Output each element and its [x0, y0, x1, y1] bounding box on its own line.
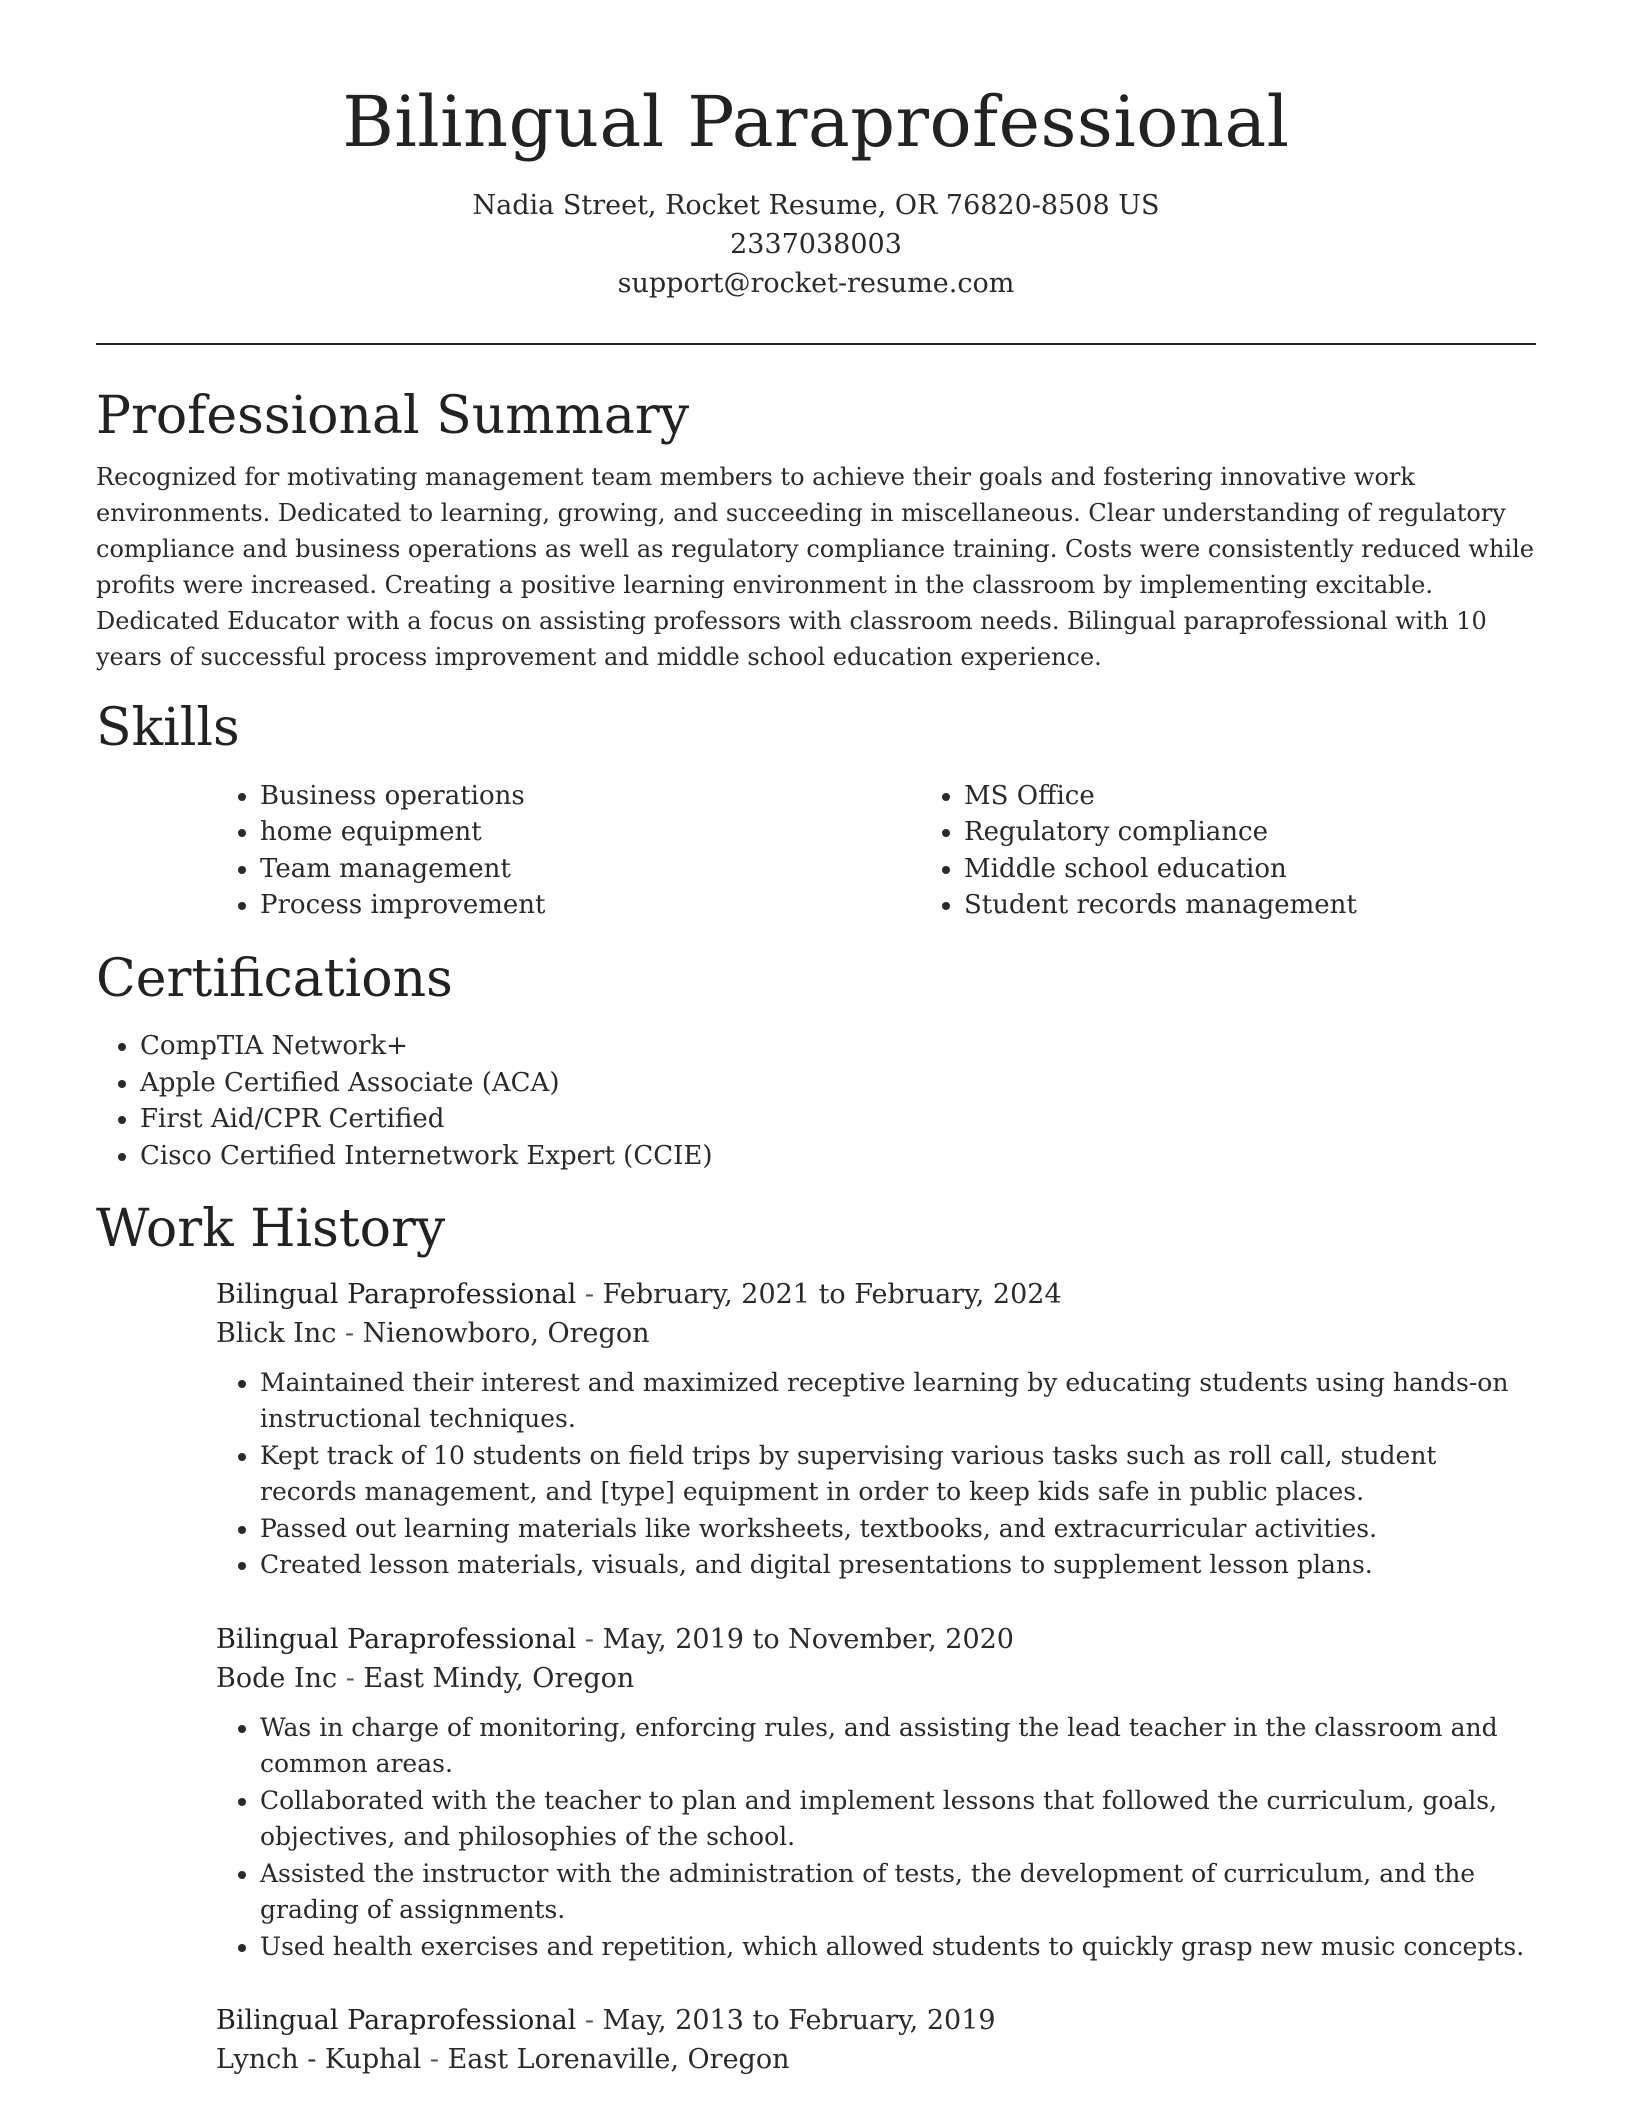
job-entry: [216, 1620, 1536, 1966]
job-bullet: • Kept track of 10 students on field trips by supervising various tasks such as roll call, student records management, and [type] equipment in order to keep kids safe in public places.: [260, 1438, 1536, 1511]
certification-item: • CompTIA Network+: [140, 1028, 1536, 1065]
job-bullet: • Was in charge of monitoring, enforcing rules, and assisting the lead teacher in the classroom and common areas.: [260, 1710, 1536, 1783]
certifications-section: [96, 948, 1536, 1174]
separator: -: [576, 1623, 603, 1655]
job-dates: February, 2021 to February, 2024: [602, 1278, 1062, 1310]
job-bullets: [216, 1365, 1536, 1584]
job-title-line: [216, 1620, 1536, 1659]
summary-title: Professional Summary: [96, 386, 690, 446]
phone-line: 2337038003: [730, 229, 902, 260]
job-title-line: [216, 1275, 1536, 1314]
separator: -: [421, 2044, 448, 2076]
skills-list-right: [920, 778, 1624, 924]
email-line: support@rocket-resume.com: [617, 268, 1015, 299]
job-entry: [216, 2001, 1536, 2079]
job-bullet: • Used health exercises and repetition, which allowed students to quickly grasp new music concepts.: [260, 1929, 1536, 1966]
job-title: Bilingual Paraprofessional: [216, 1278, 577, 1310]
skill-item: • Process improvement: [260, 887, 920, 924]
certification-item: • Apple Certified Associate (ACA): [140, 1065, 1536, 1102]
certifications-list: [96, 1028, 1536, 1174]
job-dates: May, 2019 to November, 2020: [602, 1623, 1014, 1655]
job-bullet: • Assisted the instructor with the administration of tests, the development of curriculum, and the grading of assignments.: [260, 1856, 1536, 1929]
summary-text: Recognized for motivating management team members to achieve their goals and fostering innovative work environments. Dedicated to learning, growing, and succeeding in miscellaneous. Clear understanding of regulatory compliance and business operations as well as regulatory compliance training. Costs were consistently reduced while profits were increased. Creating a positive learning environment in the classroom by implementing excitable. Dedicated Educator with a focus on assisting professors with classroom needs. Bilingual paraprofessional with 10 years of successful process improvement and middle school education experience.: [96, 463, 1534, 672]
skill-item: • Student records management: [964, 887, 1624, 924]
job-bullets: [216, 1710, 1536, 1966]
candidate-name: Bilingual Paraprofessional: [342, 81, 1290, 163]
work-history-title: Work History: [96, 1199, 446, 1260]
certification-item: • First Aid/CPR Certified: [140, 1101, 1536, 1138]
company-line: [216, 2040, 1536, 2079]
job-entry: [216, 1275, 1536, 1584]
separator: -: [337, 1662, 364, 1694]
job-dates: May, 2013 to February, 2019: [602, 2005, 996, 2037]
header-divider: [96, 343, 1536, 345]
job-bullet: • Maintained their interest and maximized receptive learning by educating students using hands-on instructional techniques.: [260, 1365, 1536, 1438]
skill-item: • Business operations: [260, 778, 920, 815]
company-line: [216, 1659, 1536, 1698]
job-location: East Mindy, Oregon: [363, 1662, 635, 1694]
skill-item: • Regulatory compliance: [964, 814, 1624, 851]
certification-item: • Cisco Certified Internetwork Expert (CCIE): [140, 1138, 1536, 1175]
skills-title: Skills: [96, 698, 240, 759]
skills-columns: [216, 778, 1536, 924]
job-title-line: [216, 2001, 1536, 2040]
address-line: Nadia Street, Rocket Resume, OR 76820-8508 US: [472, 190, 1160, 221]
job-bullet: • Created lesson materials, visuals, and digital presentations to supplement lesson plans.: [260, 1547, 1536, 1584]
company-name: Blick Inc: [216, 1317, 337, 1349]
skill-item: • Middle school education: [964, 851, 1624, 888]
company-name: Lynch - Kuphal: [216, 2044, 422, 2076]
job-title: Bilingual Paraprofessional: [216, 1623, 577, 1655]
company-name: Bode Inc: [216, 1662, 338, 1694]
summary-section: [96, 385, 1536, 675]
skill-item: • MS Office: [964, 778, 1624, 815]
company-line: [216, 1314, 1536, 1353]
contact-info: [0, 186, 1632, 303]
job-location: Nienowboro, Oregon: [362, 1317, 650, 1349]
skills-section: [96, 697, 1536, 923]
work-history-section: [96, 1198, 1536, 2079]
separator: -: [576, 1278, 603, 1310]
certifications-title: Certifications: [96, 948, 453, 1009]
job-title: Bilingual Paraprofessional: [216, 2005, 577, 2037]
separator: -: [336, 1317, 363, 1349]
job-bullet: • Passed out learning materials like worksheets, textbooks, and extracurricular activities.: [260, 1511, 1536, 1548]
resume-header: [0, 0, 1632, 303]
separator: -: [576, 2005, 603, 2037]
skill-item: • home equipment: [260, 814, 920, 851]
job-bullet: • Collaborated with the teacher to plan and implement lessons that followed the curriculum, goals, objectives, and philosophies of the school.: [260, 1783, 1536, 1856]
job-location: East Lorenaville, Oregon: [447, 2044, 790, 2076]
skill-item: • Team management: [260, 851, 920, 888]
skills-list-left: [216, 778, 920, 924]
